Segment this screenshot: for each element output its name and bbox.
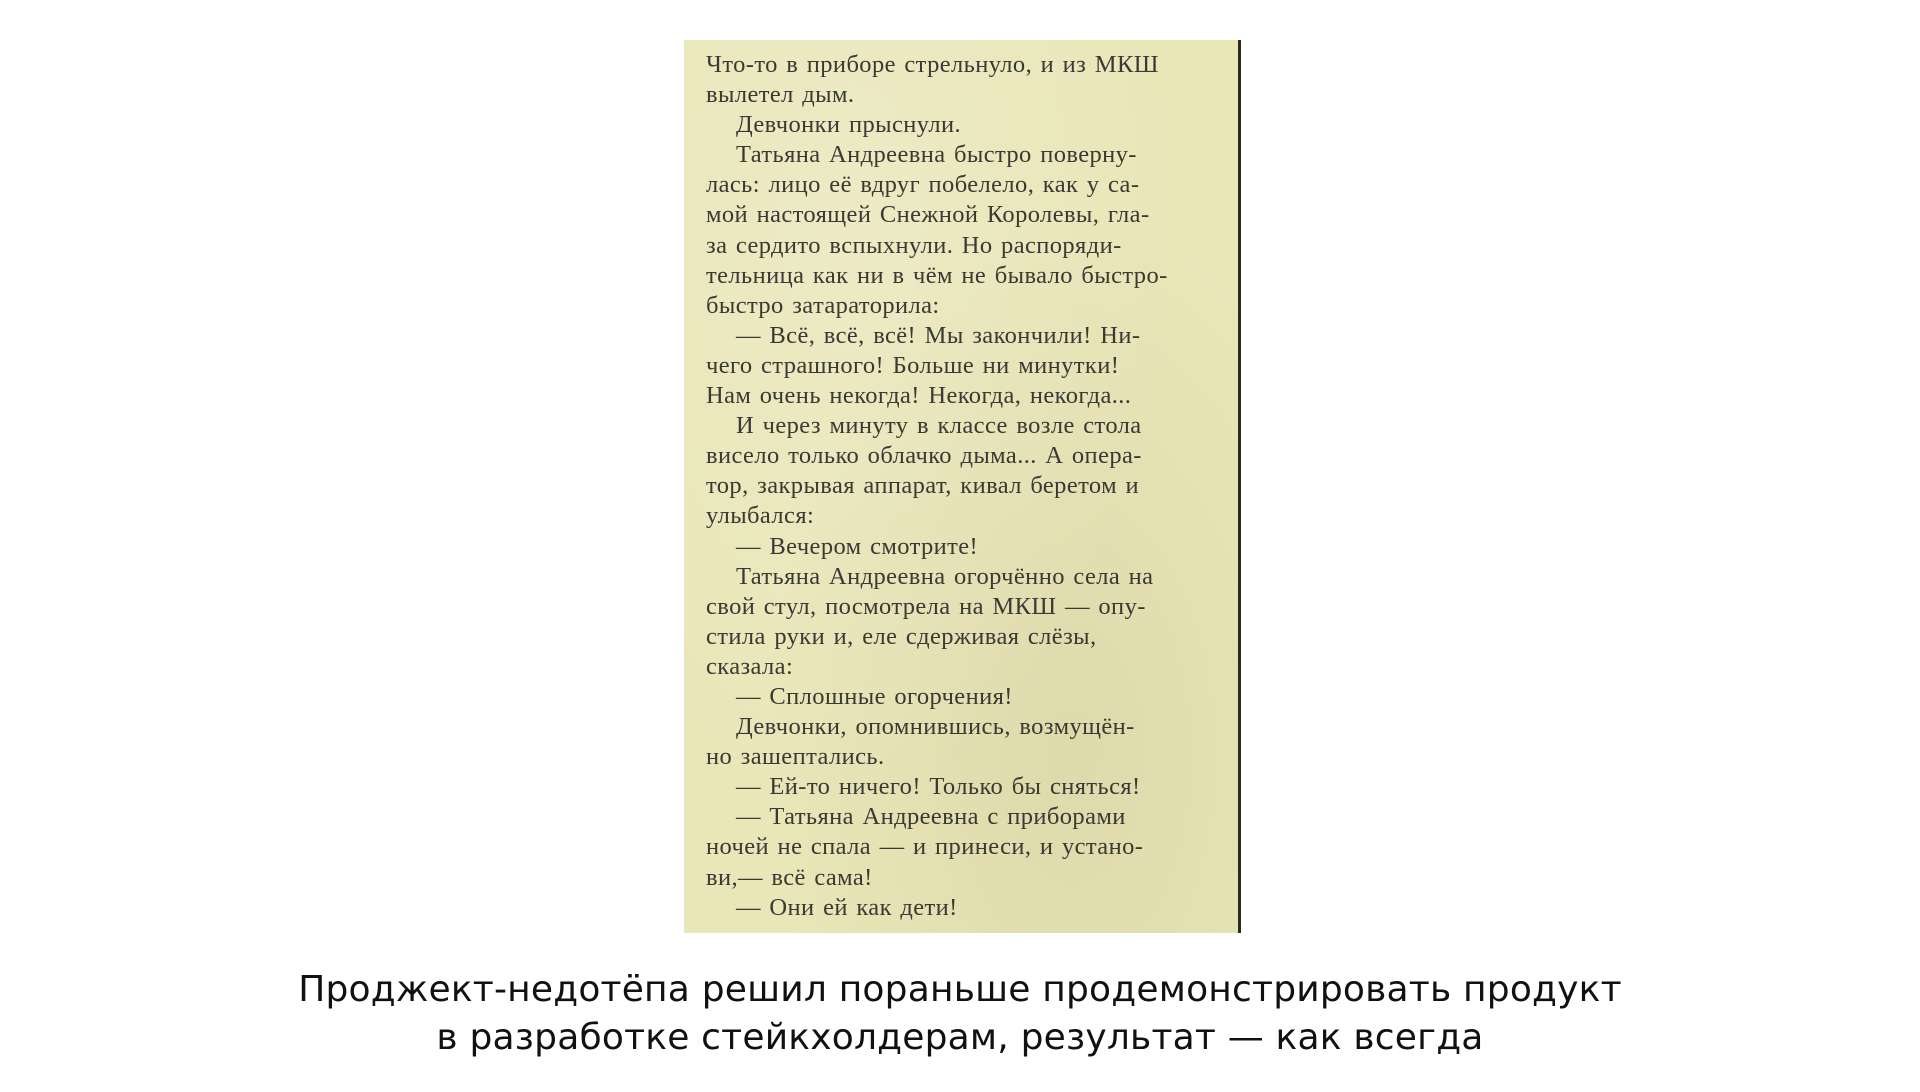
caption-line-1: Проджект-недотёпа решил пораньше продемонстрировать продукт	[298, 969, 1622, 1010]
book-text-line: — Ей-то ничего! Только бы сняться!	[736, 773, 1141, 801]
book-text-line: за сердито вспыхнули. Но распоряди-	[706, 231, 1122, 259]
book-text-line: стила руки и, еле сдерживая слёзы,	[706, 622, 1097, 650]
book-text-line: Татьяна Андреевна быстро поверну-	[736, 141, 1137, 169]
book-text-line: Татьяна Андреевна огорчённо села на	[736, 562, 1154, 590]
book-text-line: ночей не спала — и принеси, и устано-	[706, 833, 1144, 861]
book-text-line: Что-то в приборе стрельнуло, и из МКШ	[706, 51, 1159, 78]
book-text-line: — Они ей как дети!	[736, 893, 958, 921]
page-edge-line	[1238, 40, 1241, 933]
book-text-line: — Татьяна Андреевна с приборами	[736, 803, 1126, 831]
book-text-line: висело только облачко дыма... А опера-	[706, 442, 1142, 470]
book-text-line: улыбался:	[706, 502, 815, 530]
book-text-line: Нам очень некогда! Некогда, некогда...	[706, 382, 1132, 410]
book-text-line: мой настоящей Снежной Королевы, гла-	[706, 201, 1150, 229]
book-text-line: но зашептались.	[706, 743, 885, 771]
book-text-line: лась: лицо её вдруг побелело, как у са-	[706, 171, 1140, 199]
book-text-line: сказала:	[706, 652, 794, 680]
book-text-line: тельница как ни в чём не бывало быстро-	[706, 261, 1168, 289]
book-text-line: — Сплошные огорчения!	[736, 682, 1013, 710]
book-text-line: Девчонки, опомнившись, возмущён-	[736, 713, 1135, 741]
book-page-scan	[684, 40, 1241, 933]
book-text-line: — Вечером смотрите!	[736, 532, 979, 560]
book-text-line: Девчонки прыснули.	[736, 111, 961, 139]
meme-caption	[0, 966, 1920, 1062]
book-text-line: И через минуту в классе возле стола	[736, 412, 1142, 440]
book-text-line: быстро затараторила:	[706, 291, 940, 319]
book-text-line: — Всё, всё, всё! Мы закончили! Ни-	[736, 321, 1141, 349]
book-text-line: свой стул, посмотрела на МКШ — опу-	[706, 592, 1146, 620]
book-text-line: ви,— всё сама!	[706, 863, 873, 891]
book-text-line: вылетел дым.	[706, 81, 855, 109]
caption-line-2: в разработке стейкхолдерам, результат — как всегда	[436, 1017, 1484, 1058]
book-text-line: тор, закрывая аппарат, кивал беретом и	[706, 472, 1140, 500]
book-page-text	[706, 50, 1241, 923]
book-text-line: чего страшного! Больше ни минутки!	[706, 351, 1120, 379]
